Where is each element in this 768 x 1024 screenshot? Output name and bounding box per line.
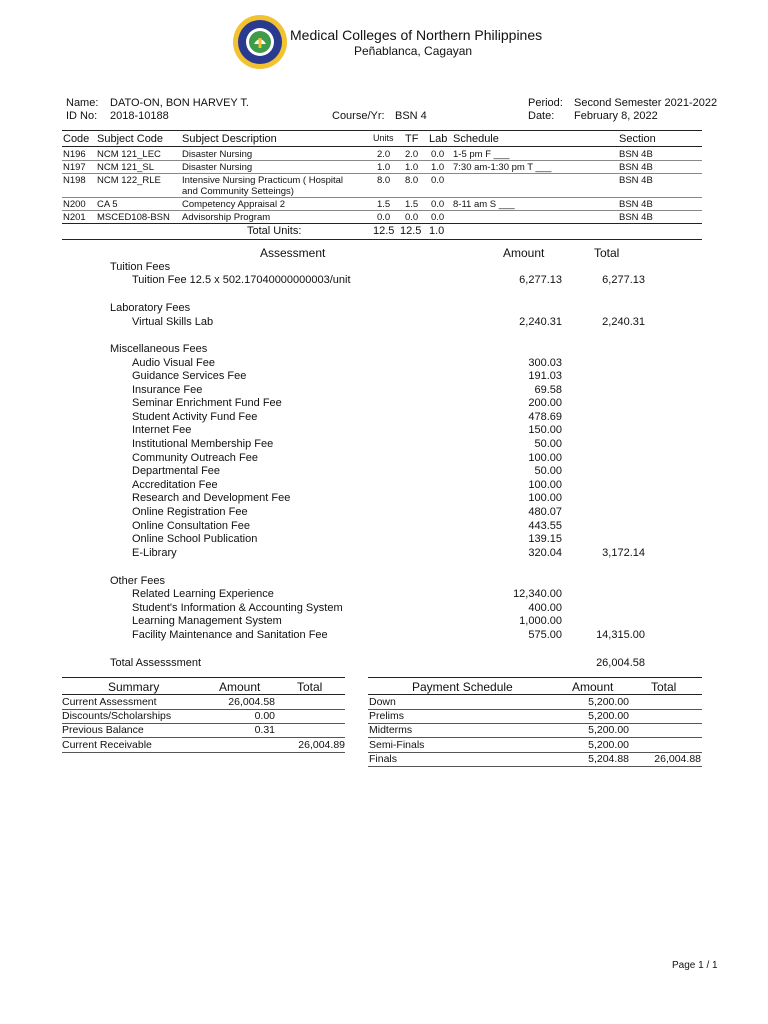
row-units: 1.5	[377, 199, 391, 210]
row-schedule: 1-5 pm F ___	[453, 149, 510, 160]
other-fee-item: Learning Management System	[132, 615, 282, 627]
summary-row-total: 26,004.89	[298, 739, 345, 751]
other-fee-amount: 400.00	[528, 602, 562, 614]
misc-fee-amount: 200.00	[528, 397, 562, 409]
misc-fee-item: Online Registration Fee	[132, 506, 248, 518]
lab-fee-item: Virtual Skills Lab	[132, 316, 214, 328]
row-lab: 0.0	[431, 199, 445, 210]
other-fee-amount: 575.00	[528, 629, 562, 641]
col-schedule: Schedule	[453, 133, 499, 145]
divider	[62, 223, 702, 224]
page-number: Page 1 / 1	[672, 960, 718, 971]
tuition-fees-label: Tuition Fees	[110, 261, 171, 273]
misc-fee-item: Internet Fee	[132, 424, 192, 436]
total-assessment-label: Total Assesssment	[110, 657, 202, 669]
row-section: BSN 4B	[619, 149, 653, 160]
misc-fee-amount: 443.55	[528, 520, 562, 532]
other-fees-total: 14,315.00	[596, 629, 645, 641]
payment-heading: Payment Schedule	[412, 680, 513, 694]
row-section: BSN 4B	[619, 199, 653, 210]
other-fee-item: Facility Maintenance and Sanitation Fee	[132, 629, 328, 641]
row-divider	[368, 709, 702, 710]
course-value: BSN 4	[395, 110, 427, 122]
row-subject-code: CA 5	[97, 199, 118, 210]
misc-fee-amount: 50.00	[534, 465, 562, 477]
row-code: N201	[63, 212, 86, 223]
row-tf: 0.0	[405, 212, 419, 223]
tuition-fee-total: 6,277.13	[602, 274, 645, 286]
total-units: 12.5	[373, 225, 395, 237]
row-tf: 2.0	[405, 149, 419, 160]
row-schedule: 8-11 am S ___	[453, 199, 515, 210]
id-label: ID No:	[66, 110, 98, 122]
period-label: Period:	[528, 97, 563, 109]
row-tf: 8.0	[405, 175, 419, 186]
payment-row-label: Prelims	[369, 710, 405, 722]
divider	[62, 146, 702, 147]
payment-row-label: Semi-Finals	[369, 739, 425, 751]
date-value: February 8, 2022	[574, 110, 658, 122]
total-lab: 1.0	[429, 225, 445, 237]
row-divider	[62, 752, 345, 753]
misc-fee-amount: 300.03	[528, 357, 562, 369]
other-fee-item: Related Learning Experience	[132, 588, 274, 600]
col-tf: TF	[405, 133, 419, 145]
col-code: Code	[63, 133, 90, 145]
row-description: Competency Appraisal 2	[182, 199, 285, 210]
row-subject-code: MSCED108-BSN	[97, 212, 170, 223]
misc-fee-amount: 320.04	[528, 547, 562, 559]
payment-row-label: Finals	[369, 753, 398, 765]
row-schedule: 7:30 am-1:30 pm T ___	[453, 162, 552, 173]
payment-row-label: Down	[369, 696, 396, 708]
row-units: 8.0	[377, 175, 391, 186]
row-divider	[62, 160, 702, 161]
payment-row-amount: 5,200.00	[588, 696, 629, 708]
row-section: BSN 4B	[619, 162, 653, 173]
misc-fees-label: Miscellaneous Fees	[110, 343, 208, 355]
misc-fee-amount: 478.69	[528, 411, 562, 423]
misc-fee-amount: 139.15	[528, 533, 562, 545]
misc-fees-total: 3,172.14	[602, 547, 645, 559]
misc-fee-item: Seminar Enrichment Fund Fee	[132, 397, 282, 409]
divider	[62, 677, 345, 678]
payment-row-total: 26,004.88	[654, 753, 701, 765]
date-label: Date:	[528, 110, 555, 122]
amount-heading: Amount	[503, 246, 545, 260]
row-lab: 0.0	[431, 175, 445, 186]
misc-fee-item: Insurance Fee	[132, 384, 203, 396]
tuition-fee-item: Tuition Fee 12.5 x 502.17040000000003/unit	[132, 274, 351, 286]
divider	[62, 130, 702, 131]
period-value: Second Semester 2021-2022	[574, 97, 718, 109]
course-label: Course/Yr:	[332, 110, 385, 122]
total-units-label: Total Units:	[247, 225, 302, 237]
summary-amount-heading: Amount	[219, 680, 261, 694]
row-section: BSN 4B	[619, 212, 653, 223]
school-name: Medical Colleges of Northern Philippines	[290, 27, 543, 43]
divider	[368, 677, 702, 678]
other-fee-amount: 12,340.00	[513, 588, 562, 600]
other-fees-label: Other Fees	[110, 575, 166, 587]
row-units: 0.0	[377, 212, 391, 223]
assessment-heading: Assessment	[260, 246, 326, 260]
col-units: Units	[373, 133, 394, 143]
row-divider	[368, 737, 702, 738]
total-tf: 12.5	[400, 225, 422, 237]
col-description: Subject Description	[182, 133, 277, 145]
row-section: BSN 4B	[619, 175, 653, 186]
row-description-cont: and Community Setteings)	[182, 186, 294, 197]
divider	[62, 239, 702, 240]
row-description: Intensive Nursing Practicum ( Hospital	[182, 175, 344, 186]
summary-row-label: Previous Balance	[62, 724, 144, 736]
misc-fee-amount: 69.58	[534, 384, 562, 396]
misc-fee-amount: 100.00	[528, 452, 562, 464]
col-subject-code: Subject Code	[97, 133, 164, 145]
misc-fee-amount: 191.03	[528, 370, 562, 382]
row-units: 1.0	[377, 162, 391, 173]
summary-row-amount: 0.00	[254, 710, 275, 722]
payment-row-amount: 5,200.00	[588, 710, 629, 722]
lab-fee-total: 2,240.31	[602, 316, 645, 328]
misc-fee-item: E-Library	[132, 547, 177, 559]
row-code: N198	[63, 175, 86, 186]
summary-heading: Summary	[108, 680, 160, 694]
misc-fee-item: Accreditation Fee	[132, 479, 218, 491]
other-fee-amount: 1,000.00	[519, 615, 562, 627]
row-lab: 0.0	[431, 212, 445, 223]
total-assessment-value: 26,004.58	[596, 657, 645, 669]
misc-fee-amount: 50.00	[534, 438, 562, 450]
row-divider	[368, 766, 702, 767]
row-divider	[62, 737, 345, 738]
col-lab: Lab	[429, 133, 448, 145]
summary-row-amount: 0.31	[254, 724, 275, 736]
payment-total-heading: Total	[651, 680, 677, 694]
misc-fee-item: Community Outreach Fee	[132, 452, 258, 464]
row-divider	[368, 723, 702, 724]
row-subject-code: NCM 121_LEC	[97, 149, 161, 160]
misc-fee-item: Online Consultation Fee	[132, 520, 251, 532]
row-code: N197	[63, 162, 86, 173]
row-description: Advisorship Program	[182, 212, 271, 223]
student-id: 2018-10188	[110, 110, 169, 122]
summary-row-label: Current Assessment	[62, 696, 157, 708]
misc-fee-amount: 150.00	[528, 424, 562, 436]
tuition-fee-amount: 6,277.13	[519, 274, 562, 286]
row-lab: 0.0	[431, 149, 445, 160]
row-lab: 1.0	[431, 162, 445, 173]
col-section: Section	[619, 133, 656, 145]
misc-fee-item: Student Activity Fund Fee	[132, 411, 258, 423]
total-heading: Total	[594, 246, 620, 260]
row-description: Disaster Nursing	[182, 149, 253, 160]
misc-fee-item: Research and Development Fee	[132, 492, 291, 504]
school-location: Peñablanca, Cagayan	[354, 44, 473, 58]
student-name: DATO-ON, BON HARVEY T.	[110, 97, 249, 109]
divider	[62, 694, 345, 695]
summary-row-label: Discounts/Scholarships	[62, 710, 172, 722]
misc-fee-amount: 100.00	[528, 492, 562, 504]
misc-fee-item: Guidance Services Fee	[132, 370, 247, 382]
row-subject-code: NCM 122_RLE	[97, 175, 161, 186]
payment-row-amount: 5,200.00	[588, 724, 629, 736]
misc-fee-amount: 100.00	[528, 479, 562, 491]
summary-total-heading: Total	[297, 680, 323, 694]
row-subject-code: NCM 121_SL	[97, 162, 155, 173]
summary-row-amount: 26,004.58	[228, 696, 275, 708]
misc-fee-amount: 480.07	[528, 506, 562, 518]
row-divider	[62, 173, 702, 174]
school-seal-logo	[232, 14, 288, 70]
misc-fee-item: Online School Publication	[132, 533, 258, 545]
payment-row-amount: 5,200.00	[588, 739, 629, 751]
misc-fee-item: Departmental Fee	[132, 465, 221, 477]
name-label: Name:	[66, 97, 99, 109]
row-tf: 1.5	[405, 199, 419, 210]
row-divider	[62, 197, 702, 198]
row-description: Disaster Nursing	[182, 162, 253, 173]
row-tf: 1.0	[405, 162, 419, 173]
row-divider	[368, 752, 702, 753]
row-code: N200	[63, 199, 86, 210]
row-units: 2.0	[377, 149, 391, 160]
row-divider	[62, 210, 702, 211]
laboratory-fees-label: Laboratory Fees	[110, 302, 191, 314]
summary-row-label: Current Receivable	[62, 739, 152, 751]
misc-fee-item: Institutional Membership Fee	[132, 438, 274, 450]
payment-row-label: Midterms	[369, 724, 413, 736]
lab-fee-amount: 2,240.31	[519, 316, 562, 328]
misc-fee-item: Audio Visual Fee	[132, 357, 215, 369]
other-fee-item: Student's Information & Accounting System	[132, 602, 343, 614]
row-code: N196	[63, 149, 86, 160]
payment-amount-heading: Amount	[572, 680, 614, 694]
payment-row-amount: 5,204.88	[588, 753, 629, 765]
divider	[368, 694, 702, 695]
